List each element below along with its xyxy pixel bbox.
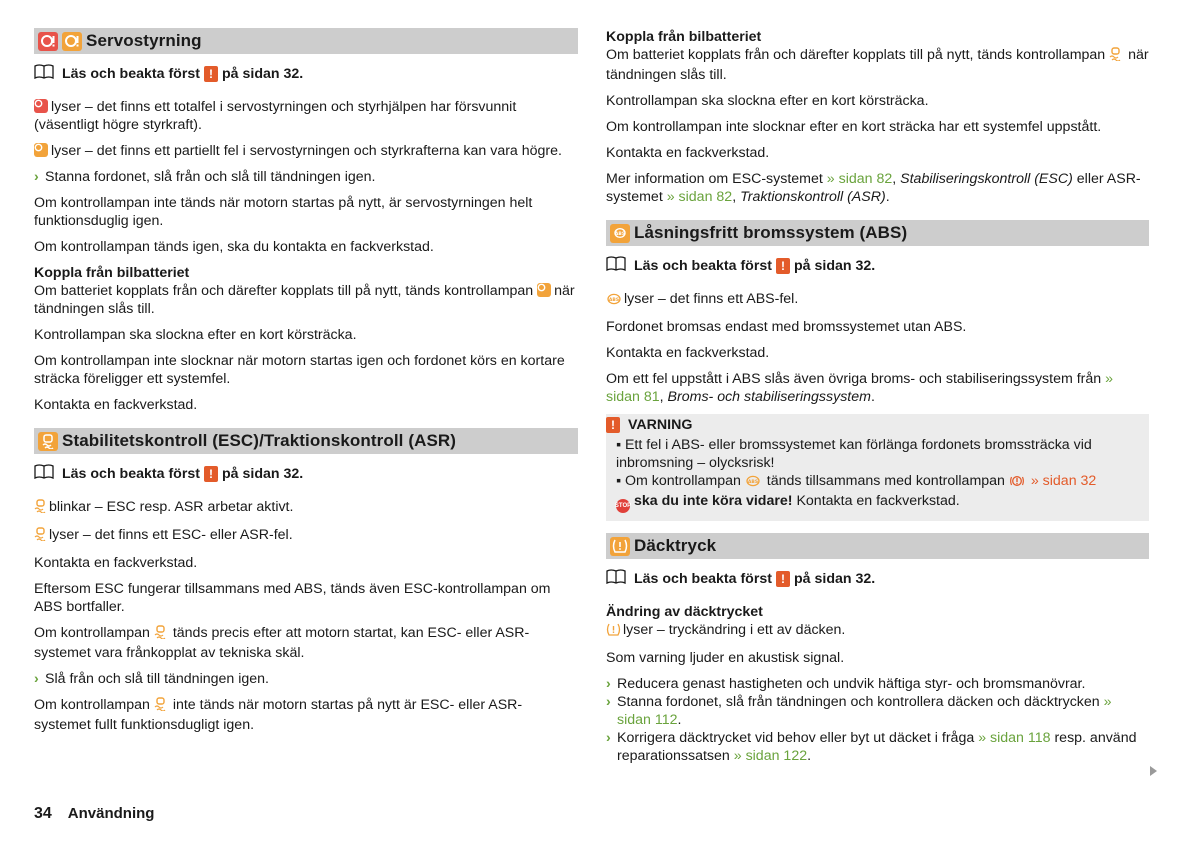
paragraph: lyser – tryckändring i ett av däcken. [606, 621, 1149, 641]
page-number: 34 [34, 805, 52, 822]
paragraph: Eftersom ESC fungerar tillsammans med ABS, tänds även ESC-kontrollampan om ABS bortfaller. [34, 581, 551, 615]
esc-skid-icon [34, 499, 47, 518]
paragraph: Om kontrollampan inte tänds när motorn startas på nytt är ESC- eller ASR-systemet fullt funktionsdugligt igen. [34, 697, 523, 733]
warning-icon: ! [204, 66, 218, 82]
page-link[interactable]: » sidan 82 [666, 189, 733, 205]
paragraph: Om kontrollampan tänds precis efter att motorn startat, kan ESC- eller ASR-systemet vara frånkopplat av tekniska skäl. [34, 625, 530, 661]
paragraph: Som varning ljuder en akustisk signal. [606, 650, 845, 666]
warning-icon: ! [204, 466, 218, 482]
warning-line: ▪ Om kontrollampan ABS tänds tillsammans med kontrollampan » sidan 32 [606, 472, 1144, 492]
tyre-pressure-icon [606, 623, 621, 641]
book-icon [606, 256, 626, 276]
warning-icon: ! [776, 258, 790, 274]
paragraph: Om kontrollampan inte slocknar när motorn startas igen och fordonet körs en kortare sträcka föreligger ett systemfel. [34, 353, 565, 387]
page-link[interactable]: » sidan 122 [733, 748, 808, 764]
warning-line: ▪ Ett fel i ABS- eller bromssystemet kan förlänga fordonets bromssträcka vid inbromsning – olycksrisk! [616, 437, 1092, 471]
warning-icon: ! [776, 571, 790, 587]
section-heading-tyre [606, 533, 1149, 559]
left-column [34, 28, 578, 742]
abs-icon [745, 474, 761, 492]
paragraph: Fordonet bromsas endast med bromssystemet utan ABS. [606, 319, 967, 335]
book-icon [34, 464, 54, 484]
read-first-note: Läs och beakta först ! på sidan 32. [606, 569, 1149, 589]
paragraph: Om kontrollampan inte slocknar efter en kort sträcka har ett systemfel uppstått. [606, 119, 1102, 135]
instruction-item: › Stanna fordonet, slå från tändningen och kontrollera däcken och däcktrycken » sidan 112. [606, 694, 1112, 728]
abs-icon [606, 292, 622, 310]
steering-fault-red-icon [34, 99, 48, 113]
warning-box [606, 414, 1149, 521]
steering-fault-red-icon [38, 32, 58, 51]
book-icon [34, 64, 54, 84]
book-icon [606, 569, 626, 589]
warning-line: STOP ska du inte köra vidare! Kontakta en fackverkstad. [606, 492, 1144, 513]
paragraph: Kontrollampan ska slockna efter en kort körsträcka. [34, 327, 357, 343]
section-title: Däcktryck [634, 536, 717, 555]
section-heading-servo [34, 28, 578, 54]
paragraph: Mer information om ESC-systemet » sidan 82, Stabiliseringskontroll (ESC) eller ASR-systemet » sidan 82, Traktionskontroll (ASR). [606, 171, 1141, 205]
abs-icon [610, 224, 630, 243]
chevron-right-icon: › [606, 676, 611, 692]
warning-title: ! VARNING [606, 416, 1144, 434]
paragraph: Kontrollampan ska slockna efter en kort körsträcka. [606, 93, 929, 109]
paragraph: Kontakta en fackverkstad. [34, 397, 198, 413]
chevron-right-icon: › [606, 694, 611, 710]
warning-icon: ! [606, 417, 620, 433]
continue-arrow-icon [1150, 766, 1157, 776]
read-first-note: Läs och beakta först ! på sidan 32. [34, 64, 578, 84]
paragraph: Om batteriet kopplats från och därefter kopplats till på nytt, tänds kontrollampan när tändningen slås till. [34, 283, 575, 317]
page-link[interactable]: » sidan 32 [1030, 473, 1097, 489]
section-title: Servostyrning [86, 31, 202, 50]
chapter-title: Användning [67, 805, 155, 822]
esc-skid-icon [1109, 47, 1122, 66]
section-title: Stabilitetskontroll (ESC)/Traktionskontroll (ASR) [62, 431, 457, 450]
paragraph: Kontakta en fackverkstad. [606, 145, 770, 161]
subheading: Koppla från bilbatteriet [34, 265, 190, 281]
paragraph: Kontakta en fackverkstad. [606, 345, 770, 361]
chevron-right-icon: › [606, 730, 611, 746]
page-link[interactable]: » sidan 81 [606, 371, 1114, 405]
page-link[interactable]: » sidan 112 [617, 694, 1112, 728]
paragraph: blinkar – ESC resp. ASR arbetar aktivt. [34, 498, 578, 518]
subheading: Ändring av däcktrycket [606, 604, 763, 620]
paragraph: lyser – det finns ett partiellt fel i servostyrningen och styrkrafterna kan vara högre. [34, 142, 578, 160]
paragraph: Om kontrollampan tänds igen, ska du kontakta en fackverkstad. [34, 239, 434, 255]
svg-text:ABS: ABS [608, 298, 620, 303]
page-link[interactable]: » sidan 118 [978, 730, 1051, 746]
brake-warning-icon [1009, 474, 1025, 492]
section-title: Låsningsfritt bromssystem (ABS) [634, 223, 908, 242]
tyre-pressure-icon [610, 537, 630, 556]
svg-text:ABS: ABS [614, 232, 626, 237]
esc-skid-icon [154, 697, 167, 716]
paragraph: lyser – det finns ett ESC- eller ASR-fel. [34, 526, 578, 546]
steering-fault-amber-icon [34, 143, 48, 157]
paragraph: Kontakta en fackverkstad. [34, 555, 198, 571]
instruction-item: › Korrigera däcktrycket vid behov eller byt ut däcket i fråga » sidan 118 resp. använd reparationssatsen » sidan 122. [606, 730, 1137, 764]
right-column [606, 28, 1149, 765]
esc-skid-icon [34, 527, 47, 546]
subheading: Koppla från bilbatteriet [606, 29, 762, 45]
read-first-note: Läs och beakta först ! på sidan 32. [34, 464, 578, 484]
steering-fault-amber-icon [62, 32, 82, 51]
instruction-item: › Slå från och slå till tändningen igen. [34, 671, 269, 687]
svg-text:ABS: ABS [747, 480, 758, 485]
section-heading-abs [606, 220, 1149, 246]
instruction-item: › Stanna fordonet, slå från och slå till tändningen igen. [34, 169, 376, 185]
esc-skid-icon [38, 432, 58, 451]
paragraph: Om ett fel uppstått i ABS slås även övriga broms- och stabiliseringssystem från » sidan 81, Broms- och stabiliseringssystem. [606, 371, 1114, 405]
chevron-right-icon: › [34, 169, 39, 185]
esc-skid-icon [154, 625, 167, 644]
chevron-right-icon: › [34, 671, 39, 687]
read-first-note: Läs och beakta först ! på sidan 32. [606, 256, 1149, 276]
page-footer [34, 805, 154, 823]
instruction-item: › Reducera genast hastigheten och undvik häftiga styr- och bromsmanövrar. [606, 676, 1086, 692]
paragraph: Om batteriet kopplats från och därefter kopplats till på nytt, tänds kontrollampan när tändningen slås till. [606, 47, 1149, 83]
paragraph: ABS lyser – det finns ett ABS-fel. [606, 290, 1149, 310]
steering-fault-amber-icon [537, 283, 551, 297]
stop-icon: STOP [616, 499, 630, 513]
paragraph: Om kontrollampan inte tänds när motorn startas på nytt, är servostyrningen helt funktionsduglig igen. [34, 195, 533, 229]
section-heading-esc [34, 428, 578, 454]
paragraph: lyser – det finns ett totalfel i servostyrningen och styrhjälpen har försvunnit (väsentligt högre styrkraft). [34, 99, 517, 133]
page-link[interactable]: » sidan 82 [826, 171, 893, 187]
